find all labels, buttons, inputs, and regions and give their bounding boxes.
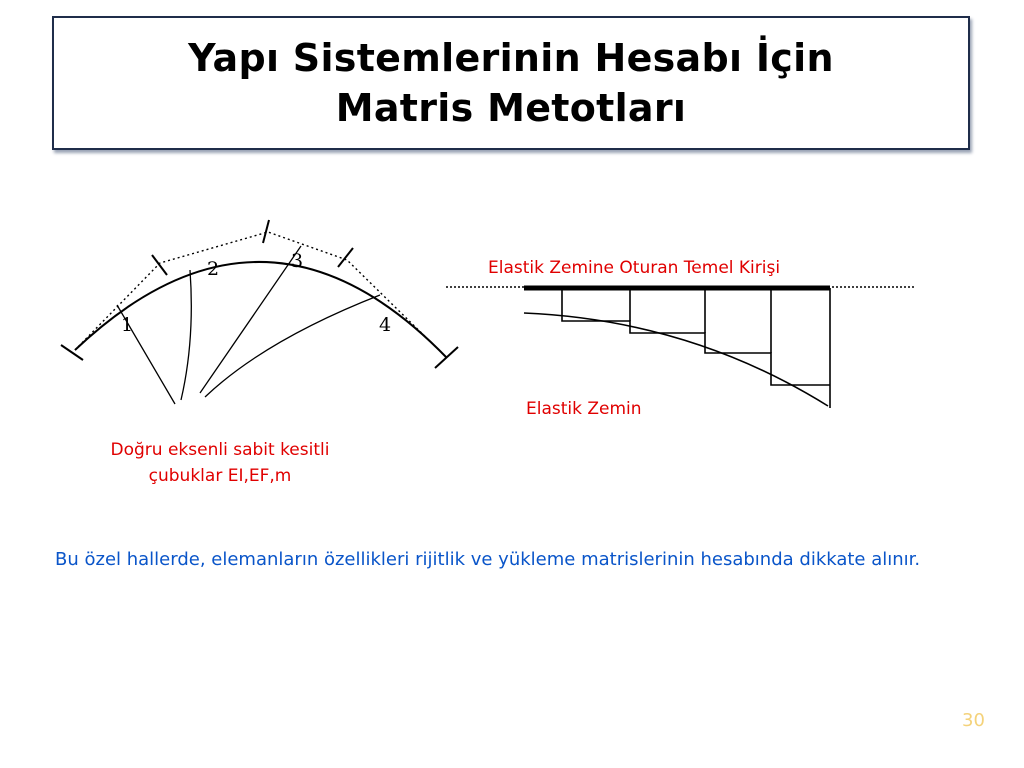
arch-diagram [55,200,475,415]
slide-title-box [52,16,970,150]
member-label-1: 1 [121,314,134,336]
slide-title-line-1: Yapı Sistemlerinin Hesabı İçin [188,36,834,80]
arch-caption [60,437,380,489]
deflection-curve [524,313,828,406]
spring-steps [562,288,830,408]
explanatory-note: Bu özel hallerde, elemanların özellikleri rijitlik ve yükleme matrislerinin hesabında dikkate alınır. [55,549,921,570]
member-label-4: 4 [379,314,392,336]
page-number: 30 [962,710,985,731]
slide-title-line-2: Matris Metotları [335,86,687,130]
arch-curve [75,262,447,358]
member-2 [181,270,191,400]
arch-caption-line-1: Doğru eksenli sabit kesitli [110,440,330,460]
beam-diagram [440,250,920,430]
beam-figure-title: Elastik Zemine Oturan Temel Kirişi [488,258,781,278]
node-tick [152,255,167,275]
arch-caption-line-2: çubuklar EI,EF,m [148,466,292,486]
node-tick [263,220,269,243]
member-label-3: 3 [291,250,304,272]
elastic-ground-label: Elastik Zemin [526,399,642,419]
arch-chord-dotted [75,232,447,358]
node-tick [61,345,83,360]
member-4 [205,295,380,397]
member-label-2: 2 [207,258,220,280]
